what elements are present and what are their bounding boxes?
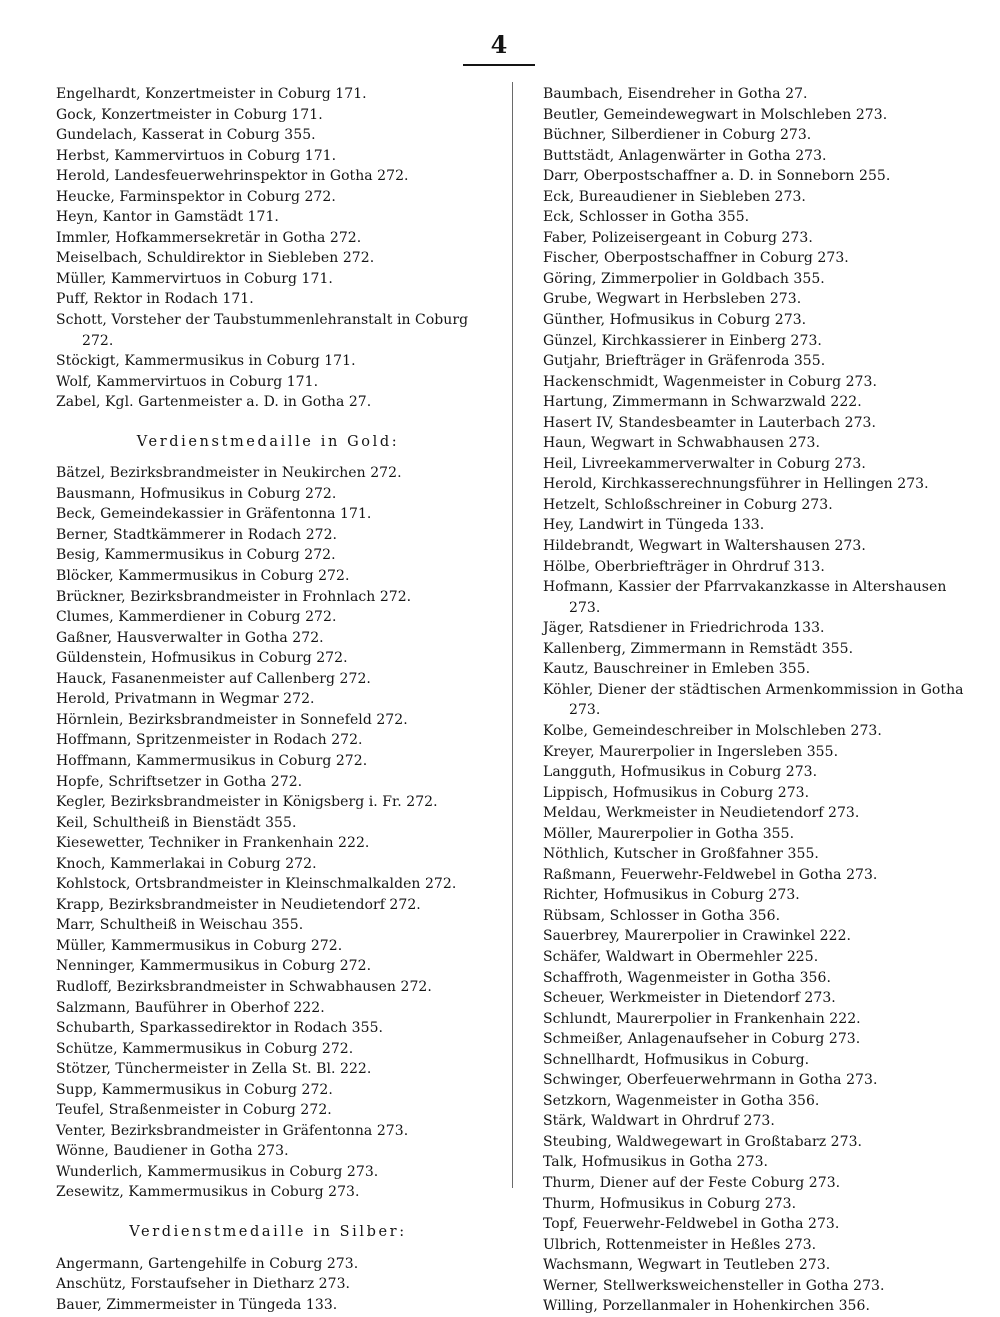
- honors-list-top: [56, 84, 480, 413]
- list-entry: Hildebrandt, Wegwart in Waltershausen 273.: [543, 538, 866, 555]
- list-entry: Schubarth, Sparkassedirektor in Rodach 355.: [56, 1020, 384, 1037]
- list-entry: Nenninger, Kammermusikus in Coburg 272.: [56, 958, 372, 975]
- list-entry: Beutler, Gemeindewegwart in Molschleben 273.: [543, 106, 888, 123]
- list-entry: Rudloff, Bezirksbrandmeister in Schwabhausen 272.: [56, 978, 432, 995]
- list-entry: Supp, Kammermusikus in Coburg 272.: [56, 1081, 333, 1098]
- list-entry: Zabel, Kgl. Gartenmeister a. D. in Gotha 27.: [56, 394, 372, 411]
- list-entry: Herold, Landesfeuerwehrinspektor in Gotha 272.: [56, 168, 409, 185]
- list-entry: Herold, Privatmann in Wegmar 272.: [56, 691, 315, 708]
- list-entry: Salzmann, Bauführer in Oberhof 222.: [56, 999, 325, 1016]
- list-entry: Wolf, Kammervirtuos in Coburg 171.: [56, 373, 319, 390]
- list-entry: Fischer, Oberpostschaffner in Coburg 273.: [543, 250, 849, 267]
- right-column: [543, 84, 975, 1317]
- list-entry: Setzkorn, Wagenmeister in Gotha 356.: [543, 1092, 820, 1109]
- list-entry: Knoch, Kammerlakai in Coburg 272.: [56, 855, 317, 872]
- list-entry: Marr, Schultheiß in Weischau 355.: [56, 917, 304, 934]
- list-entry: Hauck, Fasanenmeister auf Callenberg 272.: [56, 670, 371, 687]
- list-entry: Teufel, Straßenmeister in Coburg 272.: [56, 1102, 332, 1119]
- list-entry: Kreyer, Maurerpolier in Ingersleben 355.: [543, 743, 839, 760]
- list-entry: Besig, Kammermusikus in Coburg 272.: [56, 547, 336, 564]
- list-entry: Sauerbrey, Maurerpolier in Crawinkel 222.: [543, 928, 852, 945]
- list-entry: Gaßner, Hausverwalter in Gotha 272.: [56, 629, 324, 646]
- list-entry: Eck, Schlosser in Gotha 355.: [543, 209, 750, 226]
- list-entry: Nöthlich, Kutscher in Großfahner 355.: [543, 846, 819, 863]
- list-entry: Haun, Wegwart in Schwabhausen 273.: [543, 435, 820, 452]
- list-entry: Lippisch, Hofmusikus in Coburg 273.: [543, 784, 810, 801]
- list-entry: Berner, Stadtkämmerer in Rodach 272.: [56, 526, 338, 543]
- list-entry: Brückner, Bezirksbrandmeister in Frohnlach 272.: [56, 588, 412, 605]
- list-entry: Müller, Kammervirtuos in Coburg 171.: [56, 270, 333, 287]
- list-entry: Müller, Kammermusikus in Coburg 272.: [56, 937, 343, 954]
- list-entry: Schütze, Kammermusikus in Coburg 272.: [56, 1040, 354, 1057]
- list-entry: Wunderlich, Kammermusikus in Coburg 273.: [56, 1163, 379, 1180]
- list-entry: Kolbe, Gemeindeschreiber in Molschleben 273.: [543, 722, 882, 739]
- list-entry: Büchner, Silberdiener in Coburg 273.: [543, 127, 812, 144]
- list-entry: Wönne, Baudiener in Gotha 273.: [56, 1143, 289, 1160]
- list-entry: Gundelach, Kasserat in Coburg 355.: [56, 127, 316, 144]
- list-entry: Zesewitz, Kammermusikus in Coburg 273.: [56, 1184, 360, 1201]
- list-entry: Hoffmann, Kammermusikus in Coburg 272.: [56, 752, 368, 769]
- list-entry: Angermann, Gartengehilfe in Coburg 273.: [56, 1255, 359, 1272]
- list-entry: Hetzelt, Schloßschreiner in Coburg 273.: [543, 496, 833, 513]
- page-number: 4: [490, 30, 508, 59]
- list-entry: Hopfe, Schriftsetzer in Gotha 272.: [56, 773, 303, 790]
- list-entry: Grube, Wegwart in Herbsleben 273.: [543, 291, 802, 308]
- list-entry: Krapp, Bezirksbrandmeister in Neudietendorf 272.: [56, 896, 421, 913]
- list-entry: Beck, Gemeindekassier in Gräfentonna 171.: [56, 506, 372, 523]
- honors-list-gold: [56, 463, 480, 1203]
- left-column: [56, 84, 480, 1315]
- list-entry: Göring, Zimmerpolier in Goldbach 355.: [543, 270, 825, 287]
- list-entry: Willing, Porzellanmaler in Hohenkirchen 356.: [543, 1298, 870, 1315]
- list-entry: Schnellhardt, Hofmusikus in Coburg.: [543, 1051, 810, 1068]
- list-entry: Bauer, Zimmermeister in Tüngeda 133.: [56, 1296, 338, 1313]
- list-entry: Keil, Schultheiß in Bienstädt 355.: [56, 814, 297, 831]
- list-entry: Kallenberg, Zimmermann in Remstädt 355.: [543, 640, 854, 657]
- list-entry: Venter, Bezirksbrandmeister in Gräfentonna 273.: [56, 1122, 409, 1139]
- honors-list-silver-continued: [543, 84, 975, 1317]
- list-entry: Hasert IV, Standesbeamter in Lauterbach 273.: [543, 414, 877, 431]
- list-entry: Meiselbach, Schuldirektor in Siebleben 272.: [56, 250, 375, 267]
- section-title-gold: Verdienstmedaille in Gold:: [136, 433, 400, 450]
- list-entry: Clumes, Kammerdiener in Coburg 272.: [56, 609, 337, 626]
- list-entry: Langguth, Hofmusikus in Coburg 273.: [543, 764, 818, 781]
- list-entry: Werner, Stellwerksweichensteller in Gotha 273.: [543, 1277, 885, 1294]
- list-entry: Güldenstein, Hofmusikus in Coburg 272.: [56, 650, 348, 667]
- list-entry: Schlundt, Maurerpolier in Frankenhain 222.: [543, 1010, 861, 1027]
- list-entry: Schott, Vorsteher der Taubstummenlehranstalt in Coburg 272.: [56, 312, 469, 349]
- list-entry: Schwinger, Oberfeuerwehrmann in Gotha 273.: [543, 1072, 878, 1089]
- column-divider: [512, 82, 513, 1188]
- list-entry: Rübsam, Schlosser in Gotha 356.: [543, 907, 781, 924]
- page-number-rule: [463, 64, 535, 66]
- list-entry: Kohlstock, Ortsbrandmeister in Kleinschmalkalden 272.: [56, 876, 457, 893]
- list-entry: Immler, Hofkammersekretär in Gotha 272.: [56, 229, 362, 246]
- list-entry: Herold, Kirchkasserechnungsführer in Hellingen 273.: [543, 476, 929, 493]
- list-entry: Richter, Hofmusikus in Coburg 273.: [543, 887, 800, 904]
- list-entry: Hörnlein, Bezirksbrandmeister in Sonnefeld 272.: [56, 711, 408, 728]
- list-entry: Eck, Bureaudiener in Siebleben 273.: [543, 188, 806, 205]
- list-entry: Heil, Livreekammerverwalter in Coburg 273.: [543, 455, 866, 472]
- list-entry: Thurm, Diener auf der Feste Coburg 273.: [543, 1174, 841, 1191]
- list-entry: Talk, Hofmusikus in Gotha 273.: [543, 1154, 769, 1171]
- list-entry: Darr, Oberpostschaffner a. D. in Sonneborn 255.: [543, 168, 891, 185]
- honors-list-silver: [56, 1254, 480, 1316]
- list-entry: Köhler, Diener der städtischen Armenkommission in Gotha 273.: [543, 681, 964, 719]
- list-entry: Faber, Polizeisergeant in Coburg 273.: [543, 229, 813, 246]
- list-entry: Meldau, Werkmeister in Neudietendorf 273.: [543, 805, 860, 822]
- list-entry: Bausmann, Hofmusikus in Coburg 272.: [56, 485, 337, 502]
- list-entry: Scheuer, Werkmeister in Dietendorf 273.: [543, 990, 836, 1007]
- list-entry: Gock, Konzertmeister in Coburg 171.: [56, 106, 323, 123]
- list-entry: Puff, Rektor in Rodach 171.: [56, 291, 254, 308]
- list-entry: Gutjahr, Briefträger in Gräfenroda 355.: [543, 353, 826, 370]
- list-entry: Wachsmann, Wegwart in Teutleben 273.: [543, 1257, 831, 1274]
- list-entry: Heyn, Kantor in Gamstädt 171.: [56, 209, 279, 226]
- list-entry: Möller, Maurerpolier in Gotha 355.: [543, 825, 795, 842]
- list-entry: Kegler, Bezirksbrandmeister in Königsberg i. Fr. 272.: [56, 794, 438, 811]
- list-entry: Blöcker, Kammermusikus in Coburg 272.: [56, 568, 350, 585]
- list-entry: Topf, Feuerwehr-Feldwebel in Gotha 273.: [543, 1216, 840, 1233]
- list-entry: Günzel, Kirchkassierer in Einberg 273.: [543, 332, 822, 349]
- list-entry: Schäfer, Waldwart in Obermehler 225.: [543, 948, 819, 965]
- list-entry: Günther, Hofmusikus in Coburg 273.: [543, 312, 807, 329]
- list-entry: Hoffmann, Spritzenmeister in Rodach 272.: [56, 732, 363, 749]
- list-entry: Hofmann, Kassier der Pfarrvakanzkasse in Altershausen 273.: [543, 579, 947, 616]
- list-entry: Thurm, Hofmusikus in Coburg 273.: [543, 1195, 797, 1212]
- list-entry: Engelhardt, Konzertmeister in Coburg 171.: [56, 86, 367, 102]
- list-entry: Raßmann, Feuerwehr-Feldwebel in Gotha 273.: [543, 866, 878, 883]
- list-entry: Schmeißer, Anlagenaufseher in Coburg 273.: [543, 1031, 861, 1048]
- section-title-silver: Verdienstmedaille in Silber:: [129, 1223, 407, 1240]
- list-entry: Buttstädt, Anlagenwärter in Gotha 273.: [543, 147, 827, 164]
- list-entry: Schaffroth, Wagenmeister in Gotha 356.: [543, 969, 831, 986]
- list-entry: Kautz, Bauschreiner in Emleben 355.: [543, 661, 811, 678]
- list-entry: Stöckigt, Kammermusikus in Coburg 171.: [56, 353, 356, 370]
- list-entry: Kiesewetter, Techniker in Frankenhain 222.: [56, 835, 370, 852]
- list-entry: Anschütz, Forstaufseher in Dietharz 273.: [56, 1276, 351, 1293]
- list-entry: Stötzer, Tünchermeister in Zella St. Bl. 222.: [56, 1061, 372, 1078]
- list-entry: Hey, Landwirt in Tüngeda 133.: [543, 517, 765, 534]
- list-entry: Hackenschmidt, Wagenmeister in Coburg 273.: [543, 373, 877, 390]
- list-entry: Herbst, Kammervirtuos in Coburg 171.: [56, 147, 337, 164]
- list-entry: Hölbe, Oberbriefträger in Ohrdruf 313.: [543, 558, 825, 575]
- list-entry: Steubing, Waldwegewart in Großtabarz 273.: [543, 1133, 863, 1150]
- list-entry: Ulbrich, Rottenmeister in Heßles 273.: [543, 1236, 817, 1253]
- list-entry: Hartung, Zimmermann in Schwarzwald 222.: [543, 394, 862, 411]
- list-entry: Baumbach, Eisendreher in Gotha 27.: [543, 86, 808, 102]
- list-entry: Jäger, Ratsdiener in Friedrichroda 133.: [543, 620, 825, 637]
- list-entry: Heucke, Farminspektor in Coburg 272.: [56, 188, 336, 205]
- list-entry: Bätzel, Bezirksbrandmeister in Neukirchen 272.: [56, 465, 402, 482]
- list-entry: Stärk, Waldwart in Ohrdruf 273.: [543, 1113, 775, 1130]
